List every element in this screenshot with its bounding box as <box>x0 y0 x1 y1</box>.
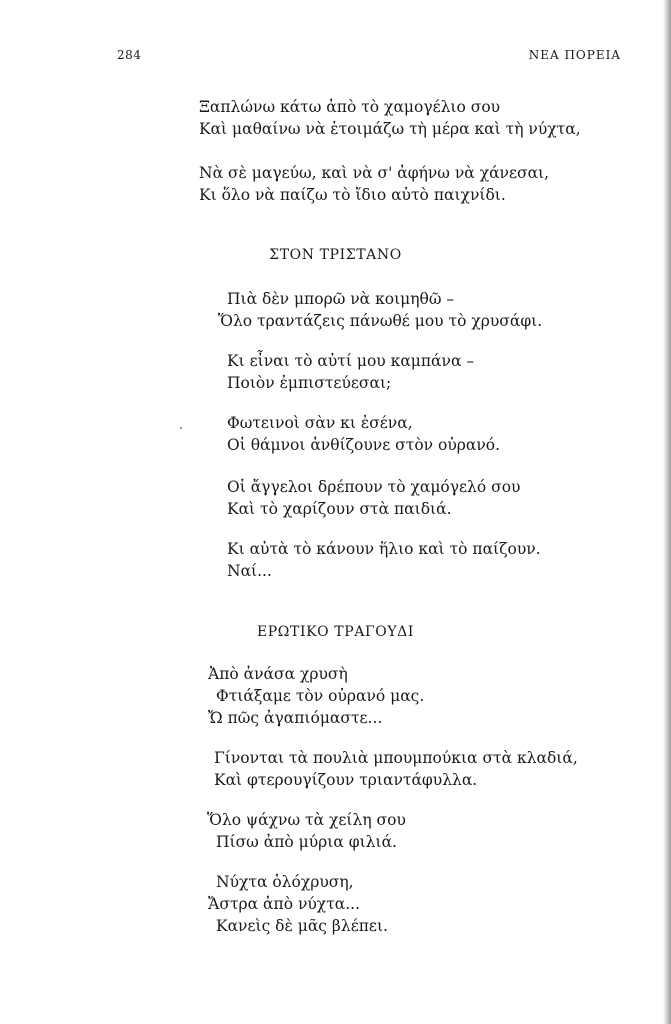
page-edge-shadow <box>663 0 671 1024</box>
poem-line: Πιὰ δὲν μπορῶ νὰ κοιμηθῶ – <box>227 290 455 308</box>
page-header <box>0 48 671 68</box>
poem-title-erotiko: ΕΡΩΤΙΚΟ ΤΡΑΓΟΥΔΙ <box>256 624 415 640</box>
poem-line: Ποιὸν ἐμπιστεύεσαι; <box>227 374 392 392</box>
poem-line: Γίνονται τὰ πουλιὰ μπουμπούκια στὰ κλαδιά, <box>214 749 578 767</box>
poem-line: Κι αὐτὰ τὸ κάνουν ἥλιο καὶ τὸ παίζουν. <box>227 540 541 558</box>
poem-line: Οἱ θάμνοι ἀνθίζουνε στὸν οὐρανό. <box>227 436 501 454</box>
poem-line: Ὅλο τραντάζεις πάνωθέ μου τὸ χρυσάφι. <box>218 312 543 330</box>
poem-line: Κι εἶναι τὸ αὐτί μου καμπάνα – <box>227 352 475 370</box>
page-number: 284 <box>117 48 142 62</box>
poem-line: Κανεὶς δὲ μᾶς βλέπει. <box>216 917 388 935</box>
poem-line: Πίσω ἀπὸ μύρια φιλιά. <box>216 833 397 851</box>
poem-line: Φτιάξαμε τὸν οὐρανό μας. <box>216 687 425 705</box>
poem-line: Οἱ ἄγγελοι δρέπουν τὸ χαμόγελό σου <box>227 478 521 496</box>
poem-line: Νὰ σὲ μαγεύω, καὶ νὰ σ' ἀφήνω νὰ χάνεσαι, <box>199 164 550 182</box>
poem-line: Καὶ φτερουγίζουν τριαντάφυλλα. <box>214 771 478 789</box>
poem-title-tristano: ΣΤΟΝ ΤΡΙΣΤΑΝΟ <box>269 247 402 263</box>
poem-line: Ἀπὸ ἀνάσα χρυσὴ <box>208 665 348 683</box>
poem-line: Νύχτα ὁλόχρυση, <box>216 873 354 891</box>
poem-line: Ναί... <box>227 562 272 580</box>
running-title: ΝΕΑ ΠΟΡΕΙΑ <box>528 48 621 62</box>
poem-line: Καὶ μαθαίνω νὰ ἑτοιμάζω τὴ μέρα καὶ τὴ νύχτα, <box>199 120 581 138</box>
poem-line: Καὶ τὸ χαρίζουν στὰ παιδιά. <box>227 500 452 518</box>
poem-line: Ὤ πῶς ἀγαπιόμαστε... <box>208 709 383 727</box>
poem-line: Κι ὅλο νὰ παίζω τὸ ἴδιο αὐτὸ παιχνίδι. <box>199 186 506 204</box>
scan-speck <box>180 427 182 429</box>
poem-line: Φωτεινοὶ σὰν κι ἐσένα, <box>227 414 413 432</box>
poem-line: Ἄστρα ἀπὸ νύχτα... <box>208 895 361 913</box>
poem-line: Ὅλο ψάχνω τὰ χείλη σου <box>207 811 406 829</box>
poem-line: Ξαπλώνω κάτω ἀπὸ τὸ χαμογέλιο σου <box>199 98 501 116</box>
